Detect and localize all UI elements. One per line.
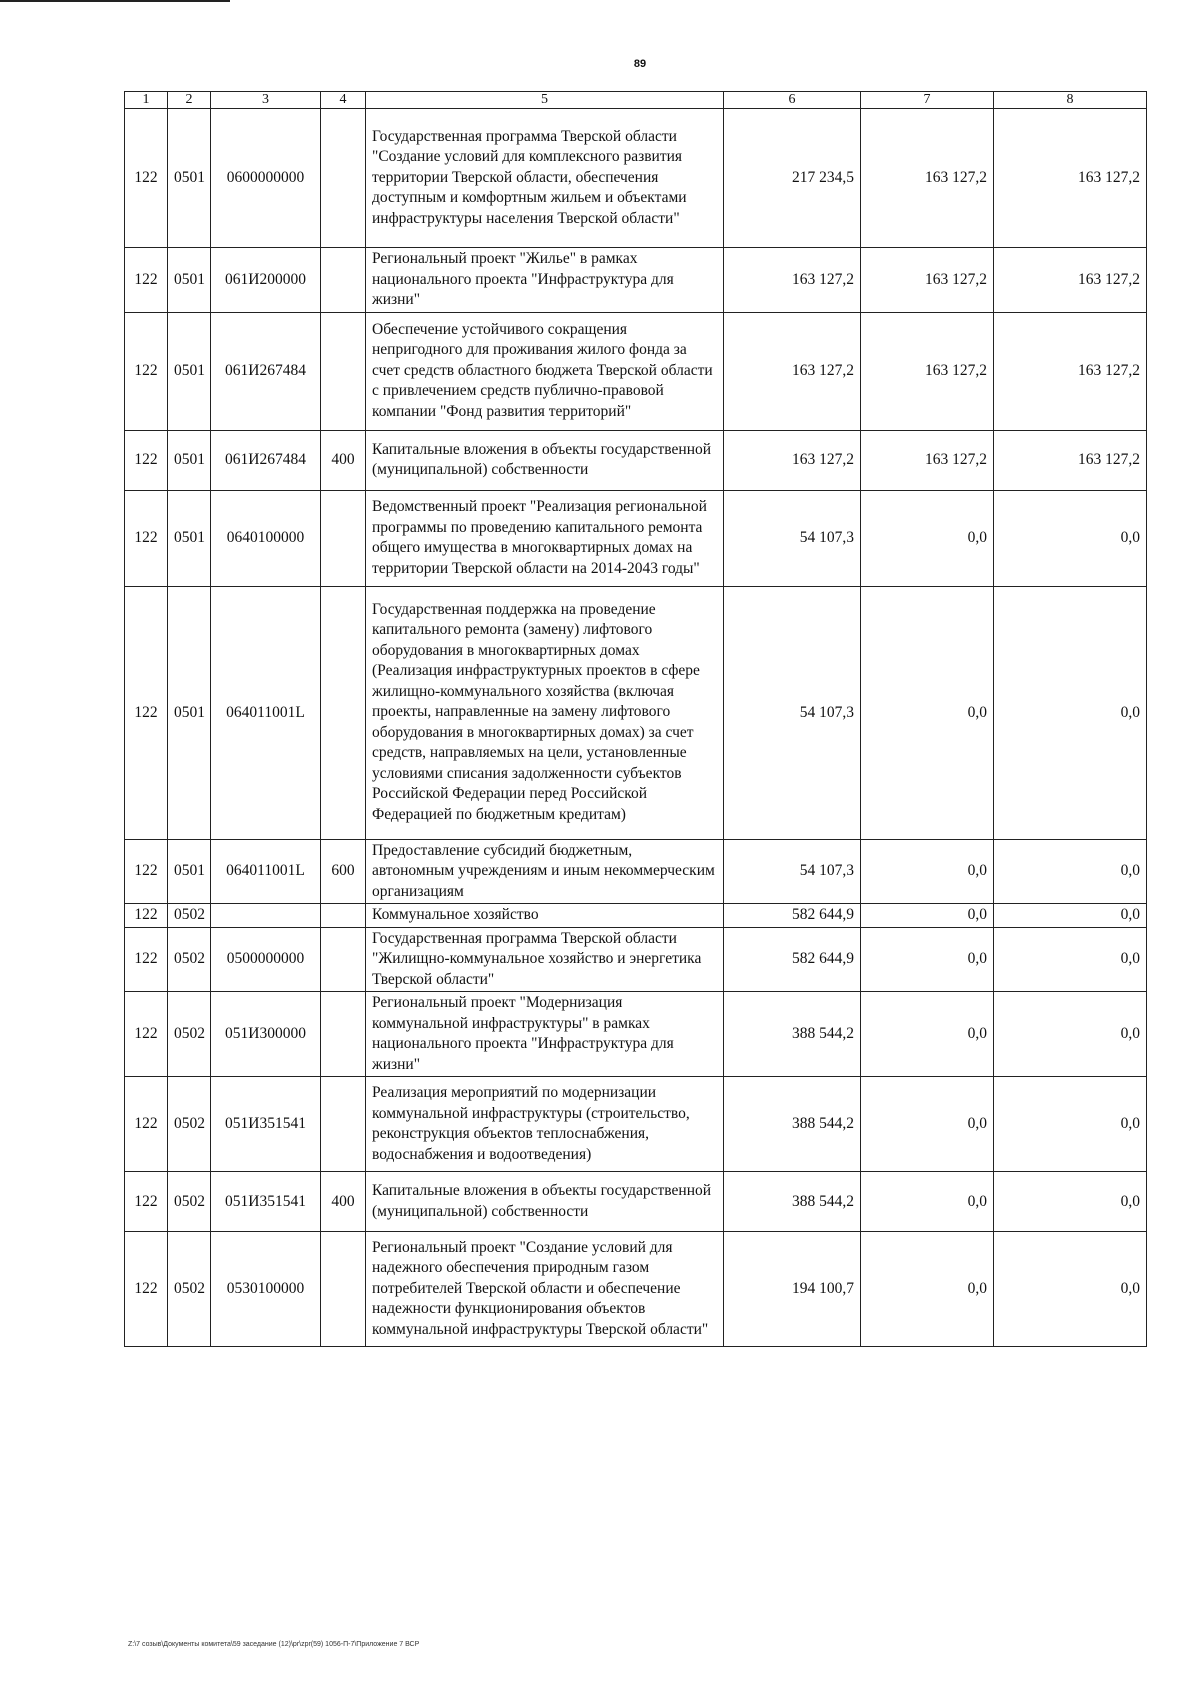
column-header: 7 — [861, 92, 994, 109]
cell-target-code: 061И200000 — [211, 248, 321, 313]
cell-section-code: 0502 — [168, 1172, 211, 1232]
cell-description: Капитальные вложения в объекты государственной (муниципальной) собственности — [366, 1172, 724, 1232]
cell-target-code: 0600000000 — [211, 109, 321, 248]
column-header: 6 — [724, 92, 861, 109]
cell-amount-col7: 0,0 — [861, 1232, 994, 1347]
cell-expense-type: 600 — [321, 839, 366, 904]
cell-section-code: 0502 — [168, 1232, 211, 1347]
cell-amount-col6: 388 544,2 — [724, 1077, 861, 1172]
cell-description: Государственная программа Тверской области "Жилищно-коммунальное хозяйство и энергетика Тверской области" — [366, 927, 724, 992]
cell-section-code: 0502 — [168, 904, 211, 928]
cell-amount-col8: 0,0 — [994, 992, 1147, 1077]
cell-target-code: 061И267484 — [211, 312, 321, 430]
cell-amount-col6: 582 644,9 — [724, 927, 861, 992]
cell-description: Реализация мероприятий по модернизации коммунальной инфраструктуры (строительство, реконструкция объектов теплоснабжения, водоснабжения и водоотведения) — [366, 1077, 724, 1172]
cell-expense-type — [321, 904, 366, 928]
cell-amount-col7: 163 127,2 — [861, 109, 994, 248]
column-header: 1 — [125, 92, 168, 109]
table-row — [125, 1232, 1147, 1347]
cell-description: Региональный проект "Модернизация коммунальной инфраструктуры" в рамках национального проекта "Инфраструктура для жизни" — [366, 992, 724, 1077]
cell-admin-code: 122 — [125, 312, 168, 430]
cell-admin-code: 122 — [125, 586, 168, 839]
table-row — [125, 109, 1147, 248]
cell-admin-code: 122 — [125, 927, 168, 992]
cell-amount-col7: 163 127,2 — [861, 312, 994, 430]
cell-amount-col6: 217 234,5 — [724, 109, 861, 248]
page-number: 89 — [633, 58, 647, 70]
cell-amount-col8: 163 127,2 — [994, 312, 1147, 430]
cell-amount-col6: 54 107,3 — [724, 586, 861, 839]
cell-section-code: 0501 — [168, 248, 211, 313]
table-header-row — [125, 92, 1147, 109]
cell-amount-col8: 0,0 — [994, 490, 1147, 586]
column-header: 2 — [168, 92, 211, 109]
cell-section-code: 0501 — [168, 109, 211, 248]
cell-expense-type: 400 — [321, 430, 366, 490]
cell-admin-code: 122 — [125, 490, 168, 586]
cell-amount-col7: 0,0 — [861, 927, 994, 992]
cell-description: Ведомственный проект "Реализация региональной программы по проведению капитального ремонта общего имущества в многоквартирных домах на территории Тверской области на 2014-2043 годы" — [366, 490, 724, 586]
cell-expense-type — [321, 109, 366, 248]
cell-description: Коммунальное хозяйство — [366, 904, 724, 928]
cell-target-code: 0500000000 — [211, 927, 321, 992]
cell-amount-col7: 0,0 — [861, 904, 994, 928]
column-header: 3 — [211, 92, 321, 109]
cell-description: Государственная программа Тверской области "Создание условий для комплексного развития территории Тверской области, обеспечения доступным и комфортным жильем и объектами инфраструктуры населения Тверской области" — [366, 109, 724, 248]
cell-section-code: 0501 — [168, 430, 211, 490]
cell-target-code: 064011001L — [211, 839, 321, 904]
cell-description: Обеспечение устойчивого сокращения непригодного для проживания жилого фонда за счет средств областного бюджета Тверской области с привлечением средств публично-правовой компании "Фонд развития территорий" — [366, 312, 724, 430]
cell-amount-col6: 163 127,2 — [724, 430, 861, 490]
cell-amount-col6: 194 100,7 — [724, 1232, 861, 1347]
table-row — [125, 992, 1147, 1077]
cell-amount-col8: 0,0 — [994, 1077, 1147, 1172]
cell-expense-type — [321, 992, 366, 1077]
cell-amount-col8: 0,0 — [994, 839, 1147, 904]
cell-amount-col7: 0,0 — [861, 839, 994, 904]
cell-expense-type — [321, 927, 366, 992]
cell-amount-col7: 0,0 — [861, 1077, 994, 1172]
table-row — [125, 248, 1147, 313]
cell-section-code: 0502 — [168, 1077, 211, 1172]
cell-admin-code: 122 — [125, 1172, 168, 1232]
cell-expense-type — [321, 586, 366, 839]
cell-expense-type — [321, 248, 366, 313]
table-row — [125, 430, 1147, 490]
budget-table — [124, 91, 1147, 1347]
cell-expense-type — [321, 1077, 366, 1172]
column-header: 4 — [321, 92, 366, 109]
cell-section-code: 0502 — [168, 992, 211, 1077]
cell-amount-col7: 163 127,2 — [861, 430, 994, 490]
scan-edge-line — [0, 0, 230, 2]
cell-amount-col6: 388 544,2 — [724, 992, 861, 1077]
table-row — [125, 927, 1147, 992]
cell-section-code: 0501 — [168, 839, 211, 904]
cell-admin-code: 122 — [125, 430, 168, 490]
cell-admin-code: 122 — [125, 1077, 168, 1172]
cell-admin-code: 122 — [125, 904, 168, 928]
cell-amount-col7: 0,0 — [861, 992, 994, 1077]
cell-description: Государственная поддержка на проведение капитального ремонта (замену) лифтового оборудования в многоквартирных домах (Реализация инфраструктурных проектов в сфере жилищно-коммунального хозяйства (включая проекты, направленные на замену лифтового оборудования в многоквартирных домах) за счет средств, направляемых на цели, установленные условиями списания задолженности субъектов Российской Федерации перед Российской Федерацией по бюджетным кредитам) — [366, 586, 724, 839]
cell-description: Капитальные вложения в объекты государственной (муниципальной) собственности — [366, 430, 724, 490]
cell-section-code: 0501 — [168, 490, 211, 586]
table-row — [125, 839, 1147, 904]
cell-admin-code: 122 — [125, 992, 168, 1077]
table-row — [125, 586, 1147, 839]
table-row — [125, 904, 1147, 928]
cell-amount-col8: 163 127,2 — [994, 109, 1147, 248]
table-row — [125, 1077, 1147, 1172]
table-row — [125, 490, 1147, 586]
cell-amount-col6: 163 127,2 — [724, 248, 861, 313]
cell-expense-type — [321, 312, 366, 430]
cell-amount-col8: 0,0 — [994, 1232, 1147, 1347]
cell-admin-code: 122 — [125, 109, 168, 248]
cell-expense-type — [321, 490, 366, 586]
cell-admin-code: 122 — [125, 248, 168, 313]
cell-amount-col8: 0,0 — [994, 586, 1147, 839]
cell-amount-col6: 54 107,3 — [724, 490, 861, 586]
cell-amount-col7: 0,0 — [861, 1172, 994, 1232]
table-row — [125, 312, 1147, 430]
cell-admin-code: 122 — [125, 1232, 168, 1347]
cell-target-code: 0640100000 — [211, 490, 321, 586]
cell-section-code: 0501 — [168, 586, 211, 839]
column-header: 5 — [366, 92, 724, 109]
cell-expense-type — [321, 1232, 366, 1347]
cell-amount-col6: 388 544,2 — [724, 1172, 861, 1232]
cell-target-code: 051И351541 — [211, 1077, 321, 1172]
cell-amount-col7: 0,0 — [861, 586, 994, 839]
cell-amount-col7: 163 127,2 — [861, 248, 994, 313]
cell-admin-code: 122 — [125, 839, 168, 904]
cell-description: Региональный проект "Создание условий для надежного обеспечения природным газом потребителей Тверской области и обеспечение надежности функционирования объектов коммунальной инфраструктуры Тверской области" — [366, 1232, 724, 1347]
cell-target-code: 0530100000 — [211, 1232, 321, 1347]
cell-amount-col6: 163 127,2 — [724, 312, 861, 430]
cell-description: Предоставление субсидий бюджетным, автономным учреждениям и иным некоммерческим организациям — [366, 839, 724, 904]
cell-target-code — [211, 904, 321, 928]
footer-file-path: Z:\7 созыв\Документы комитета\59 заседание (12)\pr\zpr(59) 1056-П-7\Приложение 7 ВСР — [128, 1641, 420, 1648]
cell-amount-col7: 0,0 — [861, 490, 994, 586]
cell-target-code: 064011001L — [211, 586, 321, 839]
cell-amount-col8: 163 127,2 — [994, 248, 1147, 313]
cell-section-code: 0502 — [168, 927, 211, 992]
cell-target-code: 051И351541 — [211, 1172, 321, 1232]
cell-amount-col6: 582 644,9 — [724, 904, 861, 928]
cell-amount-col6: 54 107,3 — [724, 839, 861, 904]
cell-amount-col8: 0,0 — [994, 1172, 1147, 1232]
cell-target-code: 061И267484 — [211, 430, 321, 490]
cell-target-code: 051И300000 — [211, 992, 321, 1077]
cell-amount-col8: 0,0 — [994, 904, 1147, 928]
table-row — [125, 1172, 1147, 1232]
column-header: 8 — [994, 92, 1147, 109]
cell-amount-col8: 0,0 — [994, 927, 1147, 992]
cell-amount-col8: 163 127,2 — [994, 430, 1147, 490]
cell-section-code: 0501 — [168, 312, 211, 430]
cell-expense-type: 400 — [321, 1172, 366, 1232]
cell-description: Региональный проект "Жилье" в рамках национального проекта "Инфраструктура для жизни" — [366, 248, 724, 313]
